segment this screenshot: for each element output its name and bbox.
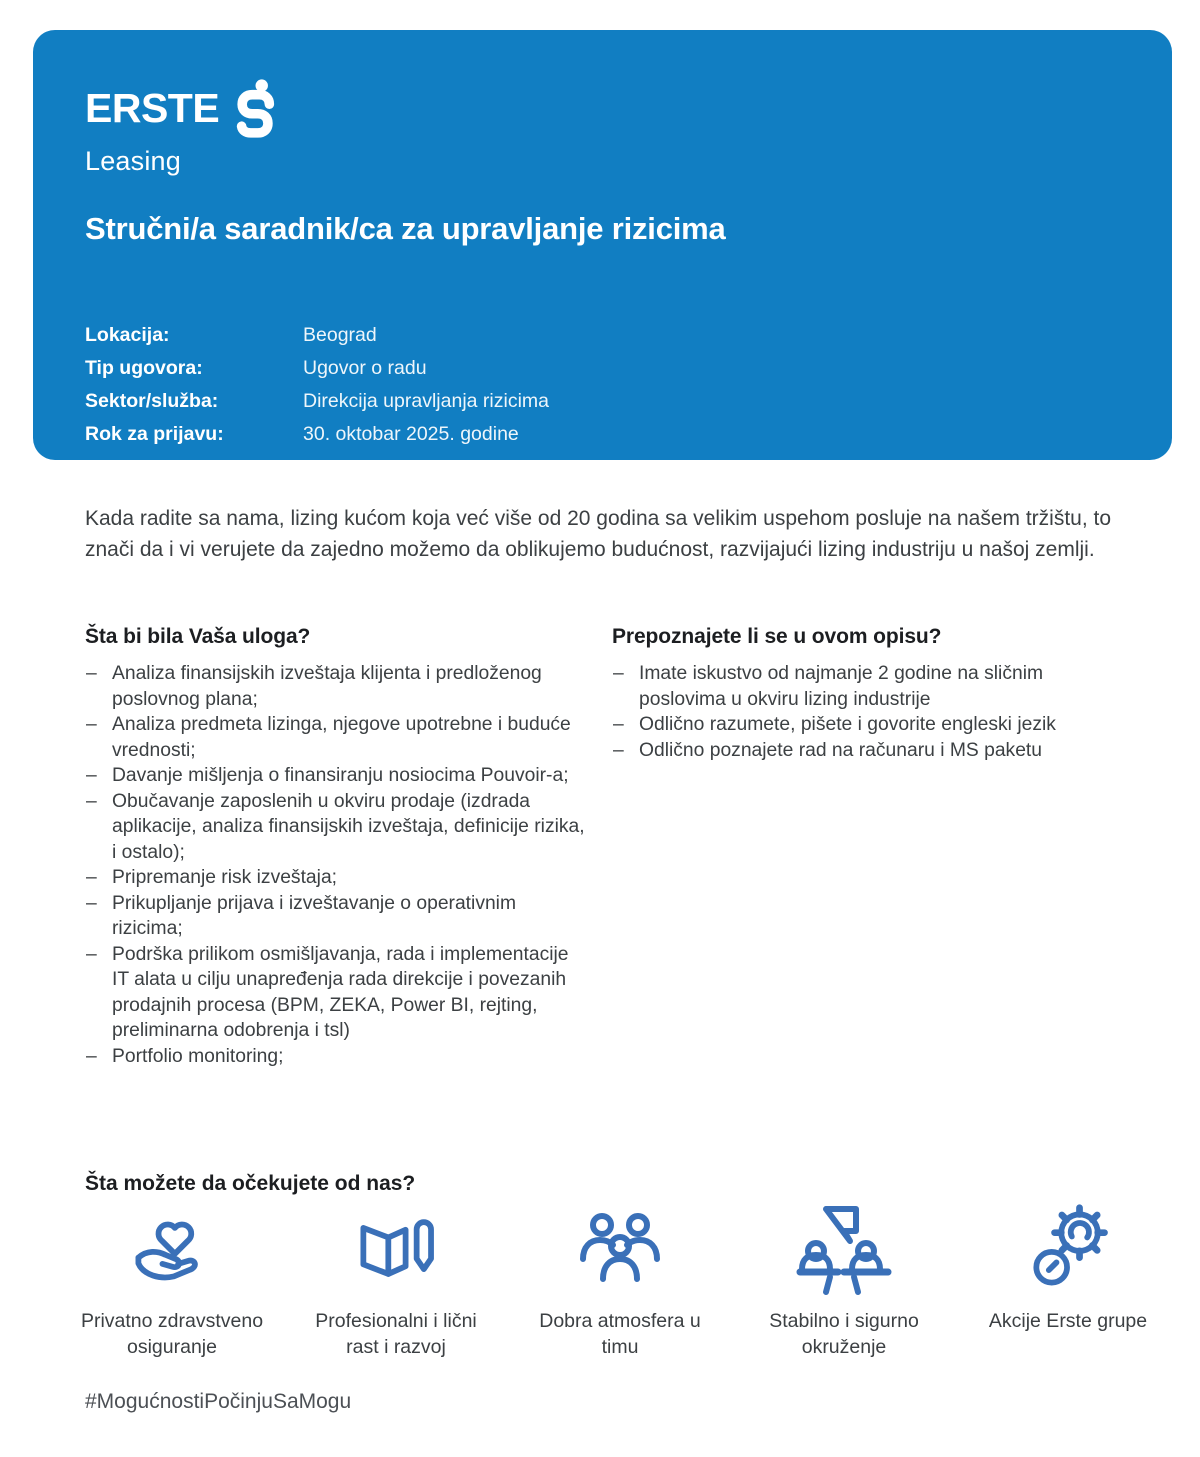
info-label: Lokacija: <box>85 324 170 347</box>
benefit-item-atmosphere <box>508 1198 732 1360</box>
dash-marker: – <box>86 892 97 914</box>
list-item-text: Podrška prilikom osmišljavanja, rada i implementacije IT alata u cilju unapređenja rada direkcije i povezanih prodajnih procesa (BPM, ZEKA, Power BI, rejting, preliminarna odobrenja i tsl) <box>112 943 569 1041</box>
benefit-item-growth <box>284 1198 508 1360</box>
role-heading: Šta bi bila Vaša uloga? <box>85 625 311 648</box>
list-item <box>612 712 1130 738</box>
dash-marker: – <box>613 714 624 735</box>
list-item-text: Davanje mišljenja o finansiranju nosiocima Pouvoir-a; <box>112 765 569 786</box>
info-label: Rok za prijavu: <box>85 423 224 446</box>
list-item-text: Portfolio monitoring; <box>112 1045 284 1067</box>
benefits-heading: Šta možete da očekujete od nas? <box>85 1172 416 1195</box>
dash-marker: – <box>86 790 97 812</box>
hashtag: #MogućnostiPočinjuSaMogu <box>85 1390 352 1413</box>
list-item <box>85 891 590 942</box>
dash-marker: – <box>613 739 624 761</box>
list-item <box>85 789 590 866</box>
info-value: Direkcija upravljanja rizicima <box>303 390 549 413</box>
intro-paragraph: Kada radite sa nama, lizing kućom koja već više od 20 godina sa velikim uspehom posluje na našem tržištu, to znači da i vi verujete da zajedno možemo da oblikujemo budućnost, razvijajući lizing industriju u našoj zemlji. <box>85 507 1112 561</box>
info-label: Sektor/služba: <box>85 390 219 413</box>
list-item <box>85 661 590 712</box>
job-info-table <box>85 319 1120 451</box>
list-item <box>85 1044 590 1070</box>
dash-marker: – <box>86 765 97 786</box>
info-value: 30. oktobar 2025. godine <box>303 423 519 446</box>
dash-marker: – <box>86 943 97 965</box>
list-item-text: Prikupljanje prijava i izveštavanje o operativnim rizicima; <box>112 892 517 939</box>
benefits-row <box>60 1198 1180 1360</box>
benefit-label: Dobra atmosfera u timu <box>539 1310 701 1358</box>
benefit-label: Privatno zdravstveno osiguranje <box>80 1310 264 1358</box>
list-item-text: Odlično poznajete rad na računaru i MS paketu <box>639 739 1043 761</box>
dash-marker: – <box>86 663 97 684</box>
content-columns <box>85 625 1130 1069</box>
benefit-item-shares <box>956 1198 1180 1360</box>
job-title: Stručni/a saradnik/ca za upravljanje rizicima <box>85 211 726 247</box>
info-row-sector <box>85 385 1120 418</box>
header-card <box>33 30 1172 460</box>
info-label: Tip ugovora: <box>85 357 203 380</box>
benefit-item-health <box>60 1198 284 1360</box>
profile-section <box>612 625 1130 1069</box>
profile-heading: Prepoznajete li se u ovom opisu? <box>612 625 942 648</box>
list-item-text: Analiza finansijskih izveštaja klijenta i predloženog poslovnog plana; <box>112 663 542 710</box>
meeting-icon <box>732 1198 956 1300</box>
list-item <box>85 763 590 789</box>
list-item-text: Obučavanje zaposlenih u okviru prodaje (izdrada aplikacije, analiza finansijskih izveštaja, definicije rizika, i ostalo); <box>112 790 585 863</box>
book-pencil-icon <box>284 1198 508 1300</box>
dash-marker: – <box>86 1045 97 1067</box>
benefit-item-stability <box>732 1198 956 1360</box>
list-item-text: Odlično razumete, pišete i govorite engleski jezik <box>639 714 1056 735</box>
info-value: Beograd <box>303 324 377 347</box>
list-item-text: Imate iskustvo od najmanje 2 godine na sličnim poslovima u okviru lizing industrije <box>639 663 1044 710</box>
list-item <box>612 738 1130 764</box>
role-section <box>85 625 590 1069</box>
heart-in-hand-icon <box>60 1198 284 1300</box>
list-item <box>85 865 590 891</box>
dash-marker: – <box>86 714 97 735</box>
role-list <box>85 661 590 1069</box>
logo-sub-text: Leasing <box>85 146 181 176</box>
gear-coin-icon <box>956 1198 1180 1300</box>
info-row-location <box>85 319 1120 352</box>
list-item-text: Pripremanje risk izveštaja; <box>112 867 338 888</box>
list-item-text: Analiza predmeta lizinga, njegove upotrebne i buduće vrednosti; <box>112 714 571 761</box>
team-icon <box>508 1198 732 1300</box>
dash-marker: – <box>613 663 624 684</box>
benefit-label: Profesionalni i lični rast i razvoj <box>315 1310 477 1358</box>
list-item <box>612 661 1130 712</box>
benefit-label: Stabilno i sigurno okruženje <box>769 1310 919 1358</box>
erste-leasing-logo <box>85 85 1120 177</box>
benefit-label: Akcije Erste grupe <box>988 1310 1148 1332</box>
list-item <box>85 712 590 763</box>
info-row-contract <box>85 352 1120 385</box>
dash-marker: – <box>86 867 97 888</box>
info-value: Ugovor o radu <box>303 357 427 380</box>
info-row-deadline <box>85 418 1120 451</box>
erste-s-icon <box>235 78 277 145</box>
list-item <box>85 942 590 1044</box>
profile-list <box>612 661 1130 763</box>
logo-brand-text: ERSTE <box>85 85 220 131</box>
